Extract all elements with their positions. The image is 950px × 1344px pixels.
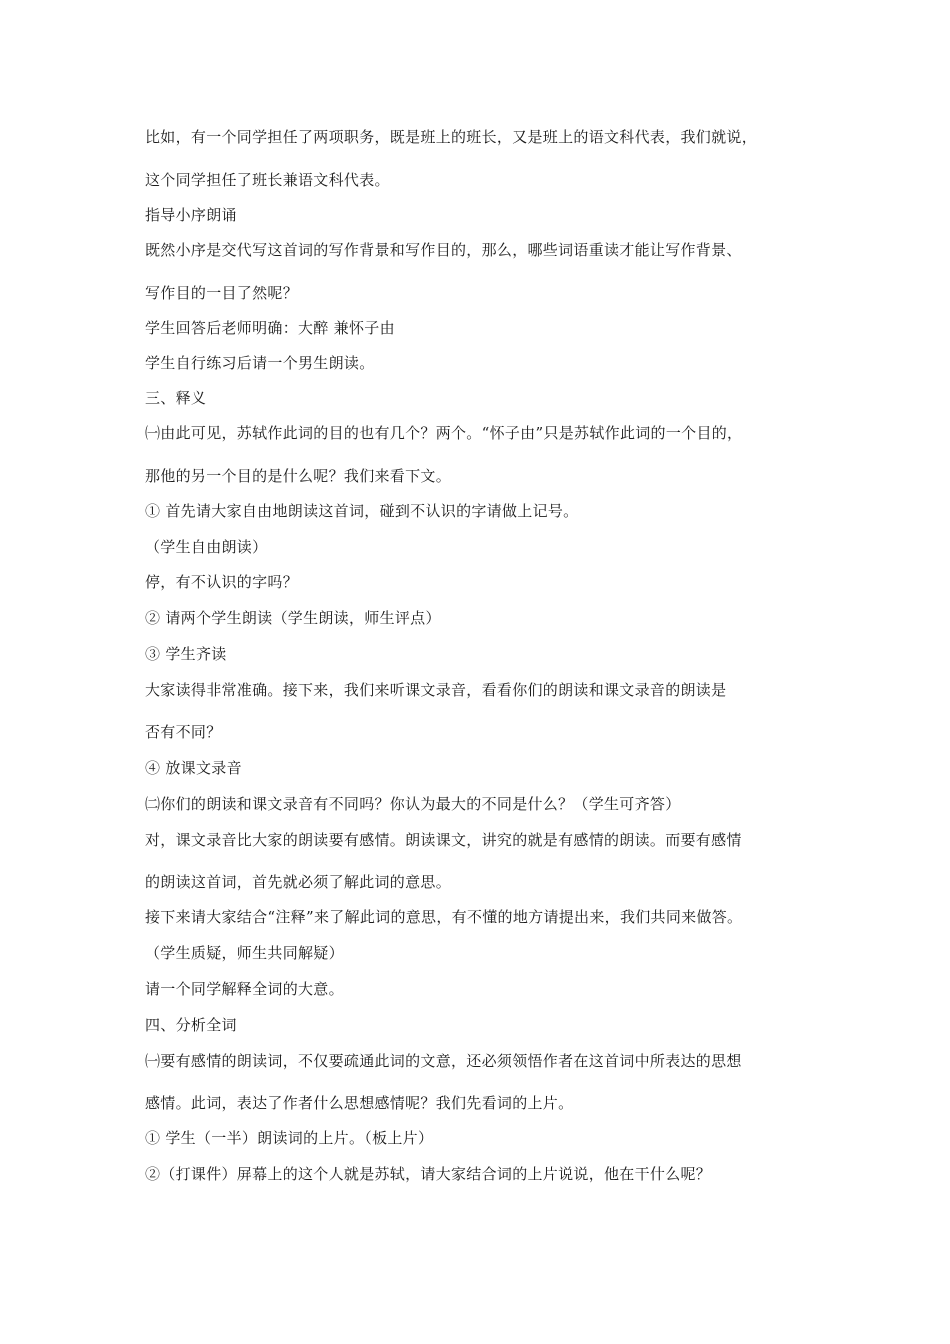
text-line: 比如，有一个同学担任了两项职务，既是班上的班长，又是班上的语文科代表，我们就说， [145,128,758,146]
text-line: ㈠要有感情的朗读词，不仅要疏通此词的文意，还必须领悟作者在这首词中所表达的思想 [145,1052,742,1070]
section-heading: 四、分析全词 [145,1016,237,1034]
text-line: ① 学生（一半）朗读词的上片。（板上片） [145,1129,434,1147]
text-line: 对，课文录音比大家的朗读要有感情。朗读课文，讲究的就是有感情的朗读。而要有感情 [145,831,742,849]
text-line: ㈠由此可见，苏轼作此词的目的也有几个？两个。“怀子由”只是苏轼作此词的一个目的， [145,424,743,442]
text-line: 感情。此词，表达了作者什么思想感情呢？我们先看词的上片。 [145,1094,574,1112]
text-line: 那他的另一个目的是什么呢？我们来看下文。 [145,467,452,485]
text-line: 大家读得非常准确。接下来，我们来听课文录音，看看你们的朗读和课文录音的朗读是 [145,681,727,699]
section-heading: 三、释义 [145,389,207,407]
text-line: ④ 放课文录音 [145,759,242,777]
text-line: 接下来请大家结合“注释”来了解此词的意思，有不懂的地方请提出来，我们共同来做答。 [145,908,743,926]
text-line: 停，有不认识的字吗？ [145,573,299,591]
text-line: 的朗读这首词，首先就必须了解此词的意思。 [145,873,452,891]
text-line: ②（打课件）屏幕上的这个人就是苏轼，请大家结合词的上片说说，他在干什么呢？ [145,1165,712,1183]
text-line: ① 首先请大家自由地朗读这首词，碰到不认识的字请做上记号。 [145,502,579,520]
text-line: ㈡你们的朗读和课文录音有不同吗？你认为最大的不同是什么？（学生可齐答） [145,795,681,813]
text-line: 请一个同学解释全词的大意。 [145,980,344,998]
section-subheading: 指导小序朗诵 [145,206,237,224]
text-line: ③ 学生齐读 [145,645,227,663]
text-line: 否有不同？ [145,723,222,741]
text-line: （学生质疑，师生共同解疑） [145,944,344,962]
text-line: 既然小序是交代写这首词的写作背景和写作目的，那么，哪些词语重读才能让写作背景、 [145,241,742,259]
text-line: ② 请两个学生朗读（学生朗读，师生评点） [145,609,441,627]
text-line: 学生回答后老师明确：大醉 兼怀子由 [145,319,395,337]
text-line: （学生自由朗读） [145,538,268,556]
text-line: 这个同学担任了班长兼语文科代表。 [145,171,390,189]
text-line: 学生自行练习后请一个男生朗读。 [145,354,375,372]
text-line: 写作目的一目了然呢？ [145,284,299,302]
